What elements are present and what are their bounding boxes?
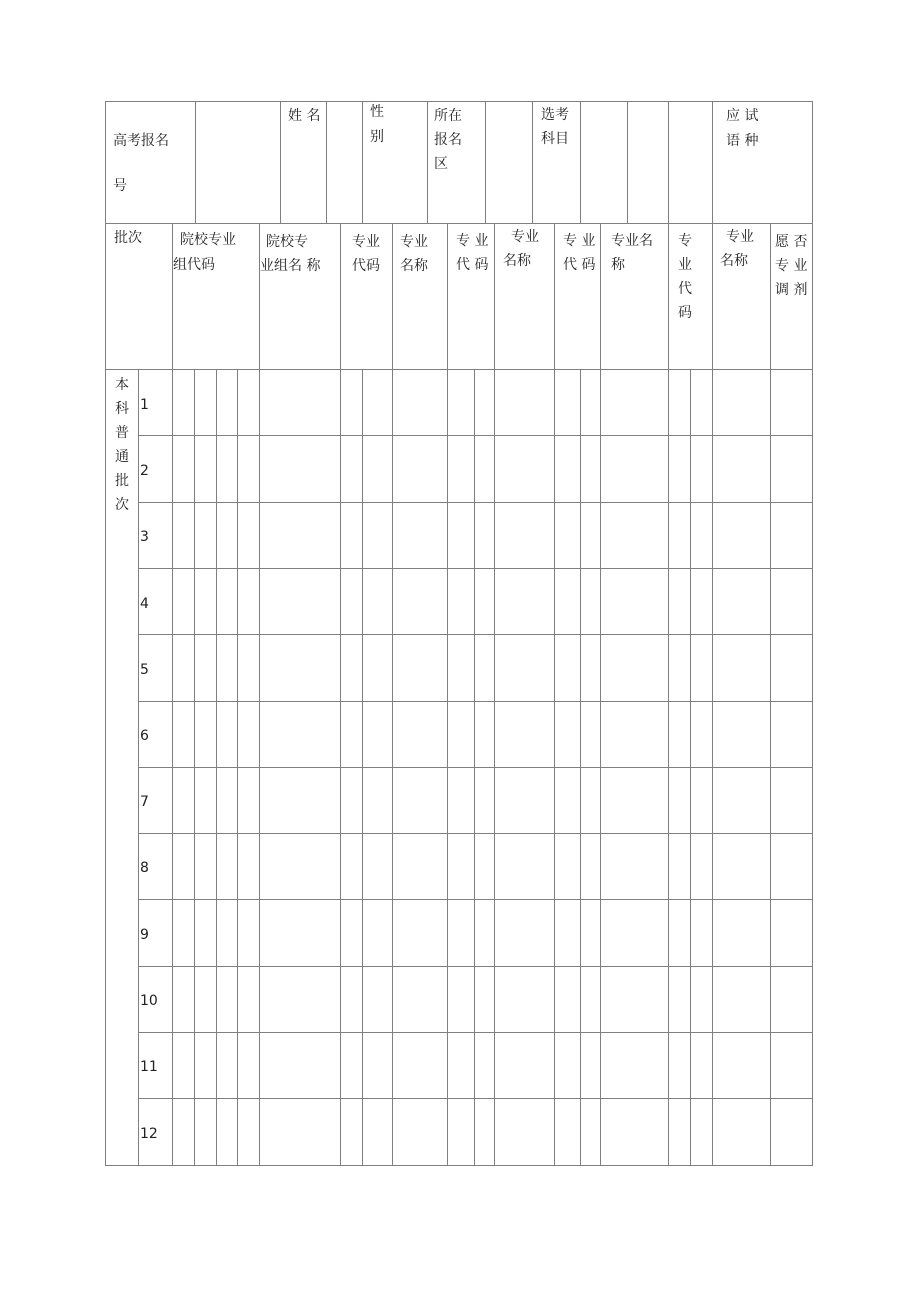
major1-code-header: 专业 — [352, 234, 380, 250]
major3-code-header: 专 业 — [563, 233, 596, 249]
border-top — [105, 101, 813, 102]
column-divider — [770, 223, 771, 370]
row-divider — [138, 568, 813, 569]
major4-name-header: 专业 — [726, 229, 754, 245]
batch-name-char: 批 — [115, 473, 129, 489]
batch-name-char: 通 — [115, 449, 129, 465]
info-divider — [485, 101, 486, 224]
row-divider — [138, 1032, 813, 1033]
column-divider — [494, 223, 495, 370]
language-label: 应 试 — [726, 108, 759, 124]
row-number: 12 — [140, 1126, 158, 1142]
column-divider — [340, 223, 341, 370]
row-divider — [138, 634, 813, 635]
batch-name-char: 科 — [115, 401, 129, 417]
group-code-header: 组代码 — [173, 257, 215, 273]
group-code-header: 院校专业 — [180, 232, 236, 248]
major3-name-header: 称 — [611, 257, 625, 273]
row-divider — [138, 767, 813, 768]
batch-name-char: 普 — [115, 425, 129, 441]
major2-name-header: 专业 — [511, 229, 539, 245]
adjust-header: 调 剂 — [775, 282, 808, 298]
region-label: 所在 — [434, 108, 462, 124]
major4-name-header: 名称 — [720, 253, 748, 269]
row-divider — [138, 701, 813, 702]
row-number: 2 — [140, 463, 149, 479]
major4-code-header: 业 — [678, 257, 692, 273]
header-divider — [105, 223, 813, 224]
major3-name-header: 专业名 — [611, 233, 653, 249]
row-number: 4 — [140, 596, 149, 612]
info-divider — [427, 101, 428, 224]
column-divider — [554, 223, 555, 370]
row-number: 7 — [140, 794, 149, 810]
info-divider — [326, 101, 327, 224]
row-divider — [138, 502, 813, 503]
row-number: 8 — [140, 860, 149, 876]
major1-code-header: 代码 — [352, 258, 380, 274]
major1-name-header: 名称 — [400, 258, 428, 274]
column-divider — [712, 223, 713, 370]
adjust-header: 愿 否 — [775, 234, 808, 250]
adjust-header: 专 业 — [775, 258, 808, 274]
border-bottom — [105, 1165, 813, 1166]
column-divider — [259, 223, 260, 370]
column-divider — [447, 223, 448, 370]
info-divider — [580, 101, 581, 224]
info-divider — [532, 101, 533, 224]
batch-name-char: 次 — [115, 497, 129, 513]
exam-number-label: 高考报名 — [113, 133, 169, 149]
column-header-divider — [105, 369, 813, 370]
row-number: 6 — [140, 728, 149, 744]
subjects-label: 选考 — [541, 107, 569, 123]
column-divider — [392, 223, 393, 370]
batch-name-char: 本 — [115, 377, 129, 393]
row-number: 3 — [140, 529, 149, 545]
region-label: 报名 — [434, 132, 462, 148]
major4-code-header: 码 — [678, 305, 692, 321]
info-divider — [712, 101, 713, 224]
group-name-header: 院校专 — [266, 234, 308, 250]
row-divider — [138, 833, 813, 834]
name-label: 姓 名 — [288, 108, 321, 124]
major2-name-header: 名称 — [503, 253, 531, 269]
row-divider — [138, 966, 813, 967]
language-label: 语 种 — [726, 133, 759, 149]
exam-number-label: 号 — [113, 178, 127, 194]
row-divider — [138, 1098, 813, 1099]
region-label: 区 — [434, 156, 448, 172]
gender-label: 别 — [370, 129, 384, 145]
row-divider — [138, 435, 813, 436]
row-number: 10 — [140, 993, 158, 1009]
group-name-header: 业组名 称 — [260, 258, 321, 274]
batch-column-header: 批次 — [114, 230, 142, 246]
info-divider — [627, 101, 628, 224]
row-number: 11 — [140, 1059, 158, 1075]
border-left — [105, 101, 106, 1166]
major4-code-header: 专 — [678, 233, 692, 249]
row-number: 1 — [140, 397, 149, 413]
info-divider — [280, 101, 281, 224]
gender-label: 性 — [370, 104, 384, 120]
major2-code-header: 代 码 — [456, 257, 489, 273]
major4-code-header: 代 — [678, 281, 692, 297]
column-divider — [172, 223, 173, 370]
row-divider — [138, 899, 813, 900]
row-number: 5 — [140, 662, 149, 678]
major2-code-header: 专 业 — [456, 233, 489, 249]
info-divider — [668, 101, 669, 224]
major3-code-header: 代 码 — [563, 257, 596, 273]
column-divider — [668, 223, 669, 370]
info-divider — [195, 101, 196, 224]
info-divider — [362, 101, 363, 224]
subjects-label: 科目 — [541, 131, 569, 147]
row-number: 9 — [140, 927, 149, 943]
major1-name-header: 专业 — [400, 234, 428, 250]
column-divider — [600, 223, 601, 370]
